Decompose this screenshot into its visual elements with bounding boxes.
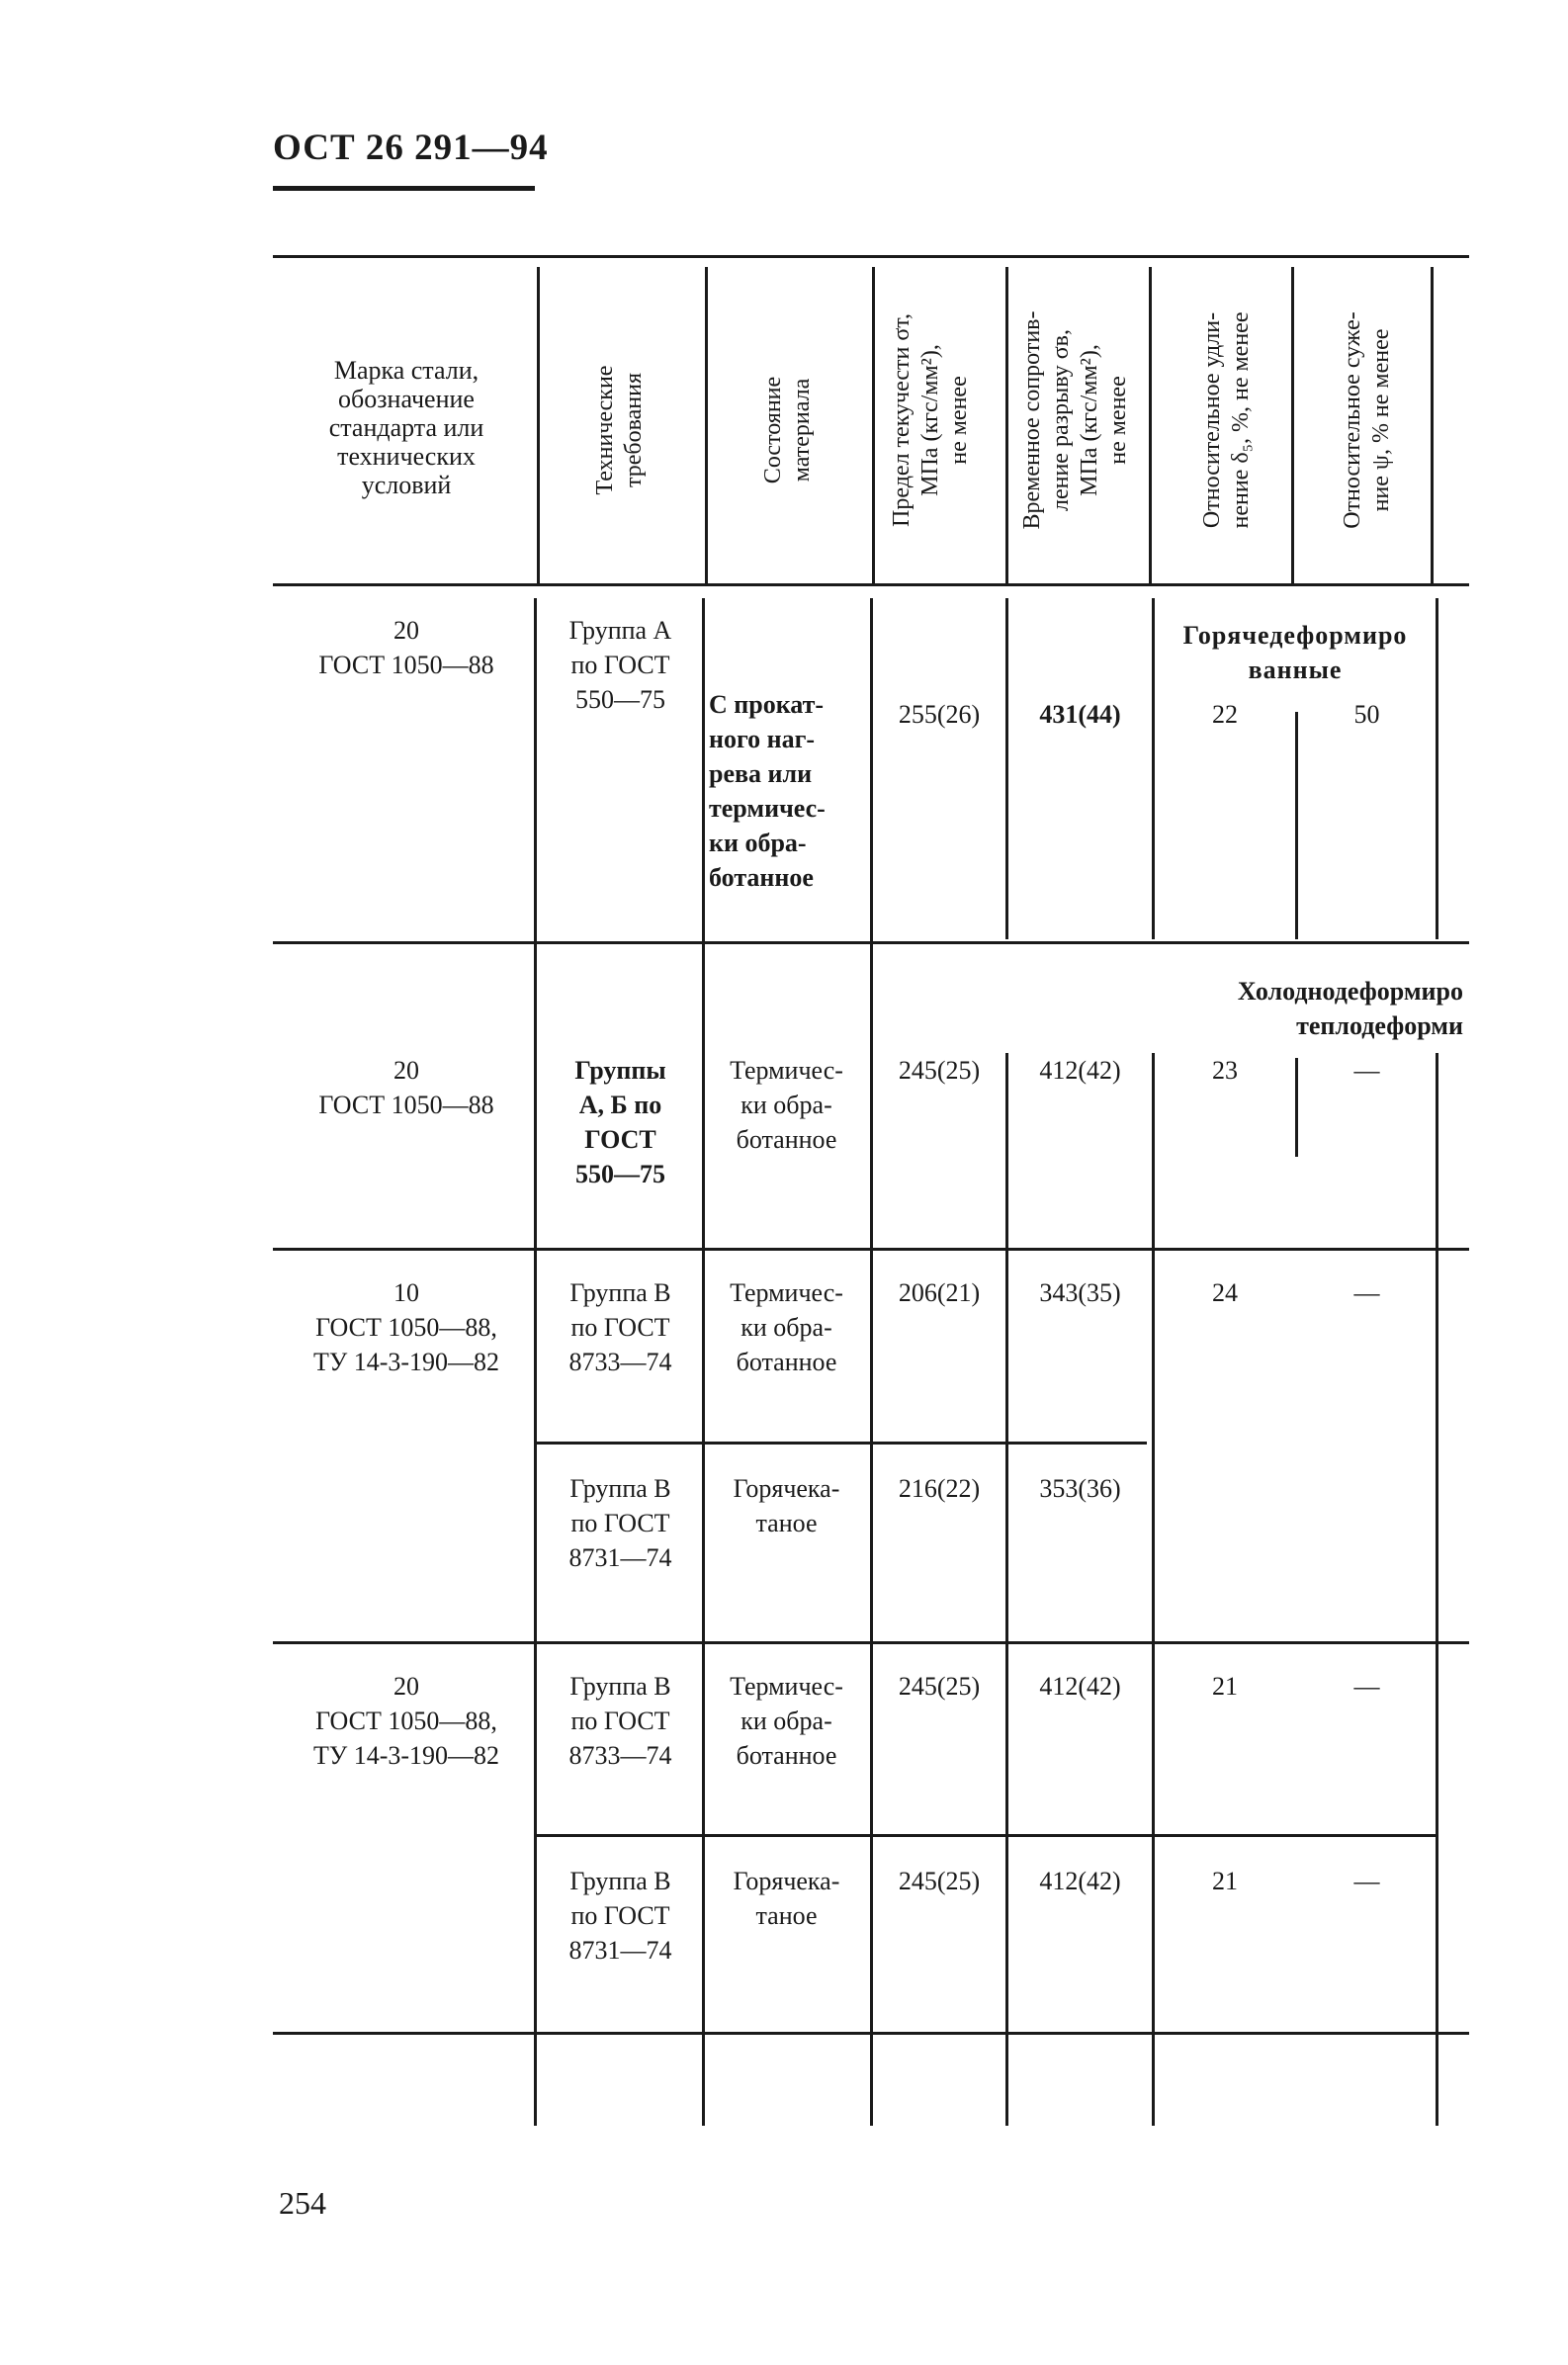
cell-requirements: Группа А по ГОСТ 550—75 (568, 616, 672, 714)
group-note-cold: Холоднодеформиро теплодеформи (1237, 977, 1463, 1040)
header-divider (872, 267, 875, 583)
row-separator (273, 1641, 1469, 1644)
header-bottom-border (273, 583, 1469, 586)
cell-state: С прокат- ного наг- рева или термичес- ки обра- ботанное (709, 690, 826, 892)
cell-yield: 216(22) (898, 1474, 981, 1503)
column-header-requirements: Технические требования (592, 365, 647, 495)
cell-yield: 245(25) (898, 1672, 981, 1701)
cell-yield: 245(25) (898, 1867, 981, 1895)
cell-elongation: 23 (1212, 1056, 1238, 1085)
column-header-grade: Марка стали, обозначение стандарта или технических условий (328, 356, 484, 499)
cell-requirements: Группы А, Б по ГОСТ 550—75 (574, 1056, 666, 1188)
column-header-elongation: Относительное удли- нение δ₅, %, не менее (1199, 311, 1254, 529)
row-separator (273, 1248, 1469, 1251)
document-code: ОСТ 26 291—94 (273, 128, 549, 168)
column-header-state: Состояние материала (760, 376, 815, 484)
cell-tensile: 412(42) (1039, 1867, 1121, 1895)
cell-requirements: Группа В по ГОСТ 8731—74 (568, 1867, 672, 1965)
cell-state: Термичес- ки обра- ботанное (730, 1278, 843, 1376)
column-header-yield: Предел текучести σт, МПа (кгс/мм²), не менее (889, 313, 972, 527)
cell-elongation: 21 (1212, 1867, 1238, 1895)
cell-tensile: 353(36) (1039, 1474, 1121, 1503)
body-divider (1152, 1053, 1155, 2126)
cell-elongation: 21 (1212, 1672, 1238, 1701)
row-separator (273, 941, 1469, 944)
row-separator (273, 2032, 1469, 2035)
body-divider (1005, 598, 1008, 939)
cell-yield: 245(25) (898, 1056, 981, 1085)
cell-reduction: — (1353, 1672, 1380, 1701)
header-underline (273, 186, 535, 191)
column-header-reduction: Относительное суже- ние ψ, % не менее (1340, 311, 1394, 529)
cell-yield: 206(21) (898, 1278, 981, 1307)
page-number: 254 (279, 2185, 326, 2221)
cell-grade: 10 ГОСТ 1050—88, ТУ 14-3-190—82 (312, 1278, 500, 1376)
cell-requirements: Группа В по ГОСТ 8733—74 (568, 1278, 672, 1376)
cell-requirements: Группа В по ГОСТ 8733—74 (568, 1672, 672, 1770)
cell-state: Термичес- ки обра- ботанное (730, 1672, 843, 1770)
cell-tensile: 431(44) (1039, 700, 1121, 729)
row-separator (534, 1834, 1436, 1837)
header-divider (1431, 267, 1434, 583)
cell-tensile: 412(42) (1039, 1056, 1121, 1085)
body-divider (1005, 1053, 1008, 2126)
cell-requirements: Группа В по ГОСТ 8731—74 (568, 1474, 672, 1572)
cell-state: Горячека- таное (733, 1474, 840, 1537)
body-divider (534, 598, 537, 2126)
cell-state: Горячека- таное (733, 1867, 840, 1930)
body-divider (1436, 598, 1438, 939)
cell-tensile: 343(35) (1039, 1278, 1121, 1307)
cell-grade: 20 ГОСТ 1050—88, ТУ 14-3-190—82 (312, 1672, 500, 1770)
cell-elongation: 24 (1212, 1278, 1238, 1307)
group-note-hot: Горячедеформиро ванные (1182, 621, 1408, 684)
cell-elongation: 22 (1212, 700, 1238, 729)
header-divider (537, 267, 540, 583)
table-top-border (273, 255, 1469, 258)
column-header-tensile: Временное сопротив- ление разрыву σв, МПа (кгс/мм²), не менее (1019, 310, 1131, 530)
row-separator (534, 1442, 1147, 1445)
header-divider (1149, 267, 1152, 583)
cell-yield: 255(26) (898, 700, 981, 729)
cell-reduction: 50 (1353, 700, 1380, 729)
cell-state: Термичес- ки обра- ботанное (730, 1056, 843, 1154)
header-divider (1005, 267, 1008, 583)
cell-tensile: 412(42) (1039, 1672, 1121, 1701)
cell-reduction: — (1353, 1867, 1380, 1895)
cell-reduction: — (1353, 1278, 1380, 1307)
cell-grade: 20 ГОСТ 1050—88 (318, 1056, 494, 1119)
body-divider (1295, 712, 1298, 939)
body-divider (1436, 1053, 1438, 2126)
header-divider (705, 267, 708, 583)
cell-reduction: — (1353, 1056, 1380, 1085)
header-divider (1291, 267, 1294, 583)
cell-grade: 20 ГОСТ 1050—88 (318, 616, 494, 679)
